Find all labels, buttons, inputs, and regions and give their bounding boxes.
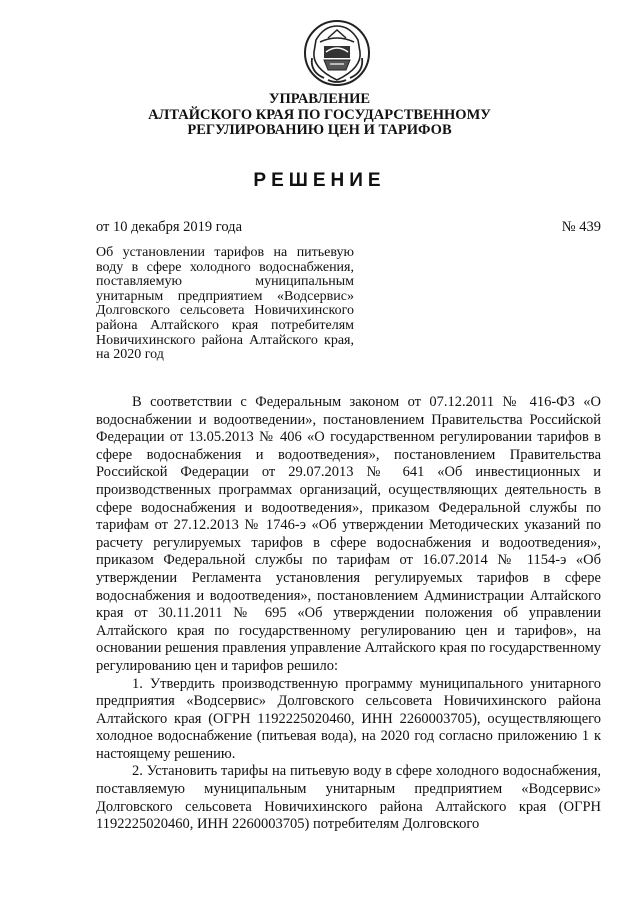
agency-header-line-1: УПРАВЛЕНИЕ [268, 91, 371, 107]
agency-header [0, 92, 639, 139]
decision-number: № 439 [561, 219, 601, 235]
body-paragraph-preamble: В соответствии с Федеральным законом от 07.12.2011 № 416-ФЗ «О водоснабжении и водоотведении», постановлением Правительства Российской Федерации от 13.05.2013 № 406 «О государственном регулировании тарифов в сфере водоснабжения и водоотведения», постановлением Правительства Российской Федерации от 29.07.2013 № 641 «Об инвестиционных и производственных программах организаций, осуществляющих деятельность в сфере водоснабжения и водоотведения», приказом Федеральной службы по тарифам от 27.12.2013 № 1746-э «Об утверждении Методических указаний по расчету регулируемых тарифов в сфере водоснабжения и водоотведения», приказом Федеральной службы по тарифам от 16.07.2014 № 1154-э «Об утверждении Регламента установления регулируемых тарифов в сфере водоснабжения и водоотведения», постановлением Администрации Алтайского края от 30.11.2011 № 695 «Об утверждении положения об управлении Алтайского края по государственному регулированию цен и тарифов», на основании решения правления управление Алтайского края по государственному регулированию цен и тарифов решило: [96, 394, 601, 674]
decision-date: от 10 декабря 2019 года [96, 219, 242, 235]
coat-of-arms-emblem-icon [302, 18, 372, 88]
decision-subject: Об установлении тарифов на питьевую воду в сфере холодного водоснабжения, поставляемую муниципальным унитарным предприятием «Водсервис» Долговского сельсовета Новичихинского района Алтайского края потребителям Новичихинского района Алтайского края, на 2020 год [96, 245, 354, 363]
agency-header-line-3: РЕГУЛИРОВАНИЮ ЦЕН И ТАРИФОВ [187, 122, 452, 138]
body-paragraph-item-1: 1. Утвердить производственную программу муниципального унитарного предприятия «Водсервис» Долговского сельсовета Новичихинского района Алтайского края (ОГРН 1192225020460, ИНН 2260003705), осуществляющего холодное водоснабжение (питьевая вода), на 2020 год согласно приложению 1 к настоящему решению. [96, 675, 601, 762]
document-body [96, 394, 601, 834]
document-title: РЕШЕНИЕ [253, 170, 386, 191]
body-paragraph-item-2: 2. Установить тарифы на питьевую воду в сфере холодного водоснабжения, поставляемую муниципальным унитарным предприятием «Водсервис» Долговского сельсовета Новичихинского района Алтайского края (ОГРН 1192225020460, ИНН 2260003705) потребителям Долговского [96, 763, 601, 833]
agency-header-line-2: АЛТАЙСКОГО КРАЯ ПО ГОСУДАРСТВЕННОМУ [148, 106, 491, 123]
